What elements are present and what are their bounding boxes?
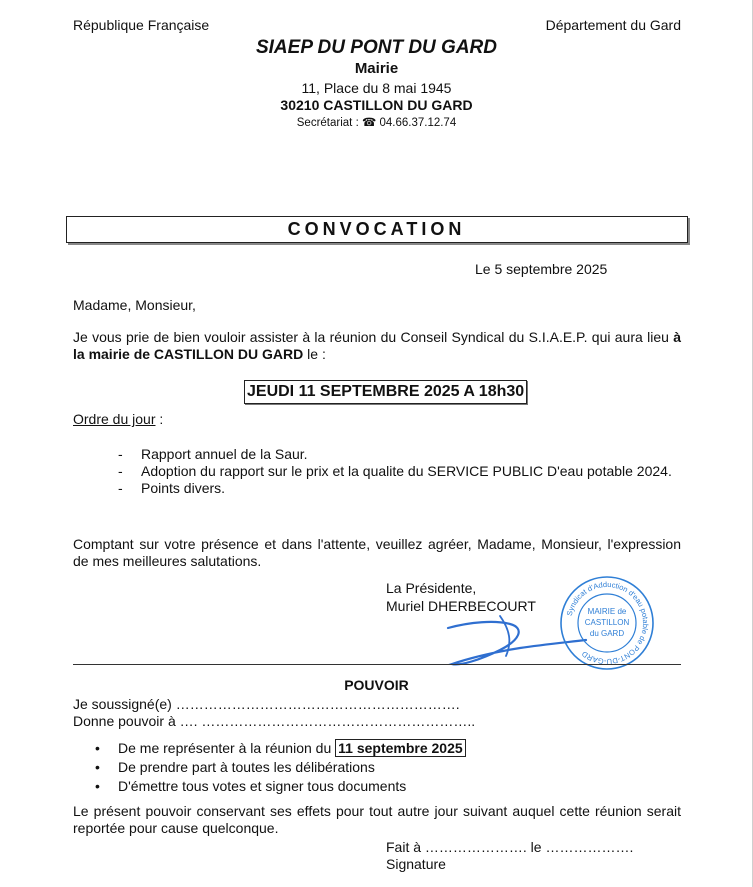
pouvoir-list xyxy=(93,739,673,796)
meeting-date-box: 11 septembre 2025 xyxy=(335,739,466,757)
signature-label: Signature xyxy=(386,856,446,872)
header-right: Département du Gard xyxy=(545,17,681,33)
pouvoir-title: POUVOIR xyxy=(344,677,409,693)
secretariat-phone: Secrétariat : ☎ 04.66.37.12.74 xyxy=(296,117,457,129)
letter-date: Le 5 septembre 2025 xyxy=(475,261,608,277)
greeting: Madame, Monsieur, xyxy=(73,297,196,313)
pouvoir-item: • De prendre part à toutes les délibérations xyxy=(93,758,673,777)
intro-suffix: le : xyxy=(303,346,326,362)
address-line1: 11, Place du 8 mai 1945 xyxy=(301,80,452,96)
intro-paragraph xyxy=(73,329,681,363)
agenda-heading-suffix: : xyxy=(155,411,164,427)
pouvoir-note: Le présent pouvoir conservant ses effets pour tout autre jour suivant auquel cette réunion serait reportée pour cause quelconque. xyxy=(73,803,681,836)
stamp-ring-text: Syndicat d'Adduction d'eau potable de PONT-DU-GARD xyxy=(564,579,651,667)
place-date-line[interactable]: Fait à …………………. le ………………. xyxy=(386,839,634,855)
pouvoir-item-text: De me représenter à la réunion du xyxy=(118,740,336,756)
undersigned-line[interactable]: Je soussigné(e) ……………………………………………………. xyxy=(73,696,460,712)
page-title: CONVOCATION xyxy=(287,219,466,239)
agenda-heading-label: Ordre du jour xyxy=(73,411,156,427)
closing-paragraph: Comptant sur votre présence et dans l'attente, veuillez agréer, Madame, Monsieur, l'expression de mes meilleures salutations. xyxy=(73,536,681,569)
intro-location: à la mairie de CASTILLON DU GARD xyxy=(73,329,681,362)
stamp-line1: MAIRIE de xyxy=(587,607,627,616)
mairie-label: Mairie xyxy=(354,60,399,77)
agenda-heading xyxy=(73,411,163,427)
org-title: SIAEP DU PONT DU GARD xyxy=(255,37,498,58)
stamp-line2: CASTILLON xyxy=(584,618,630,627)
intro-text: Je vous prie de bien vouloir assister à la réunion du Conseil Syndical du S.I.A.E.P. qui aura lieu xyxy=(73,329,674,345)
proxy-line[interactable]: Donne pouvoir à …. ………………………………………………….. xyxy=(73,713,476,729)
header-left: République Française xyxy=(73,17,210,33)
agenda-item: - Points divers. xyxy=(116,480,686,497)
meeting-datetime: JEUDI 11 SEPTEMBRE 2025 A 18h30 xyxy=(244,380,527,404)
signer-role: La Présidente, xyxy=(386,580,477,596)
pouvoir-item: • D'émettre tous votes et signer tous documents xyxy=(93,777,673,796)
stamp-line3: du GARD xyxy=(589,629,625,638)
official-stamp xyxy=(559,575,655,671)
signer-name: Muriel DHERBECOURT xyxy=(386,598,536,614)
agenda-item: - Rapport annuel de la Saur. xyxy=(116,446,686,463)
agenda-item: - Adoption du rapport sur le prix et la qualite du SERVICE PUBLIC D'eau potable 2024. xyxy=(116,463,686,480)
agenda-list xyxy=(116,446,686,497)
pouvoir-item xyxy=(93,739,673,758)
address-line2: 30210 CASTILLON DU GARD xyxy=(280,97,473,113)
section-divider xyxy=(73,664,681,665)
